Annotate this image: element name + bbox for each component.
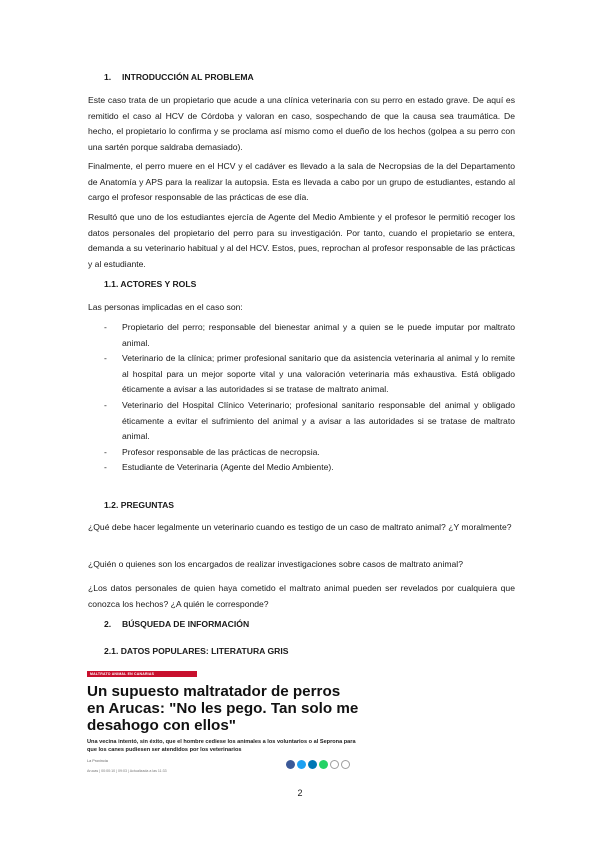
section-2-heading xyxy=(104,619,249,629)
share-icons xyxy=(286,760,350,769)
section-1-2-heading: 1.2. PREGUNTAS xyxy=(104,500,175,510)
question-1: ¿Qué debe hacer legalmente un veterinario cuando es testigo de un caso de maltrato animal? ¿Y moralmente? xyxy=(88,522,512,532)
linkedin-icon xyxy=(308,760,317,769)
intro-paragraph-3: Resultó que uno de los estudiantes ejercía de Agente del Medio Ambiente y el profesor le permitió recoger los datos personales del propietario del perro para su investigación. Por tanto, cuando el propietario se entera, demanda a su veterinario habitual y al del HCV. Estos, pues, reprochan al profesor responsable de las prácticas y al estudiante. xyxy=(88,212,515,269)
list-item: - Veterinario de la clínica; primer profesional sanitario que da asistencia veterinaria al animal y lo remite al hospital para un mejor soporte vital y una valoración veterinaria más exhaustiva. Está obligado éticamente a avisar a las autoridades si se tratase de maltrato animal. xyxy=(104,353,515,395)
intro-paragraph-2: Finalmente, el perro muere en el HCV y el cadáver es llevado a la sala de Necropsias de la del Departamento de Anatomía y APS para la realizar la autopsia. Esta es llevada a cabo por un grupo de estudiantes, estando al cargo el profesor responsable de las prácticas de ese día. xyxy=(88,161,515,203)
section-1-number: 1. xyxy=(104,72,112,82)
actors-intro: Las personas implicadas en el caso son: xyxy=(88,302,243,312)
news-headline: Un supuesto maltratador de perros en Arucas: "No les pego. Tan solo me desahogo con ellos" xyxy=(87,683,359,734)
list-bullet: - xyxy=(104,322,107,332)
section-1-heading xyxy=(104,72,254,82)
news-source: La Provincia xyxy=(87,759,108,763)
question-2: ¿Quién o quienes son los encargados de realizar investigaciones sobre casos de maltrato animal? xyxy=(88,559,463,569)
email-icon xyxy=(330,760,339,769)
news-subheadline: Una vecina intentó, sin éxito, que el hombre cediese los animales a los voluntarios o al Seprona para que los canes pudiesen ser atendidos por los veterinarios xyxy=(87,739,356,753)
list-bullet: - xyxy=(104,462,107,473)
list-item: - Estudiante de Veterinaria (Agente del Medio Ambiente). xyxy=(88,460,515,476)
news-category-tag: MALTRATO ANIMAL EN CANARIAS xyxy=(87,671,197,677)
facebook-icon xyxy=(286,760,295,769)
section-1-1-heading: 1.1. ACTORES Y ROLS xyxy=(104,279,197,289)
list-item: - Veterinario del Hospital Clínico Veterinario; profesional sanitario responsable del animal y obligado éticamente a evitar el sufrimiento del animal y a avisar a las autoridades si se tratase de maltrato animal. xyxy=(104,399,515,442)
section-2-number: 2. xyxy=(104,619,112,629)
section-2-title: BÚSQUEDA DE INFORMACIÓN xyxy=(122,619,250,629)
news-meta: Arucas | 00:00:10 | 09:03 | Actualizada a las 11:33 xyxy=(87,769,167,773)
list-bullet: - xyxy=(104,353,107,364)
question-3: ¿Los datos personales de quien haya cometido el maltrato animal pueden ser revelados por cualquiera que conozca los hechos? ¿A quién le corresponde? xyxy=(88,583,515,609)
section-2-1-heading: 2.1. DATOS POPULARES: LITERATURA GRIS xyxy=(104,646,289,656)
page-number: 2 xyxy=(297,788,303,798)
section-1-title: INTRODUCCIÓN AL PROBLEMA xyxy=(122,72,254,82)
share-icon xyxy=(341,760,350,769)
intro-paragraph-1: Este caso trata de un propietario que acude a una clínica veterinaria con su perro en estado grave. De aquí es remitido el caso al HCV de Córdoba y valoran en caso, sospechando de que la causa sea traumática. De hecho, el propietario lo confirma y se proclama así mismo como el dueño de los hechos (golpea a su perro con una sartén porque saldraba demasiado). xyxy=(88,95,515,152)
news-clipping-image xyxy=(86,668,358,780)
twitter-icon xyxy=(297,760,306,769)
list-item: - Profesor responsable de las prácticas de necropsia. xyxy=(88,445,515,461)
list-bullet: - xyxy=(104,446,107,457)
actors-list xyxy=(88,320,515,476)
whatsapp-icon xyxy=(319,760,328,769)
list-item: - Propietario del perro; responsable del bienestar animal y a quien se le puede imputar por maltrato animal. xyxy=(104,322,515,348)
list-bullet: - xyxy=(104,399,107,410)
